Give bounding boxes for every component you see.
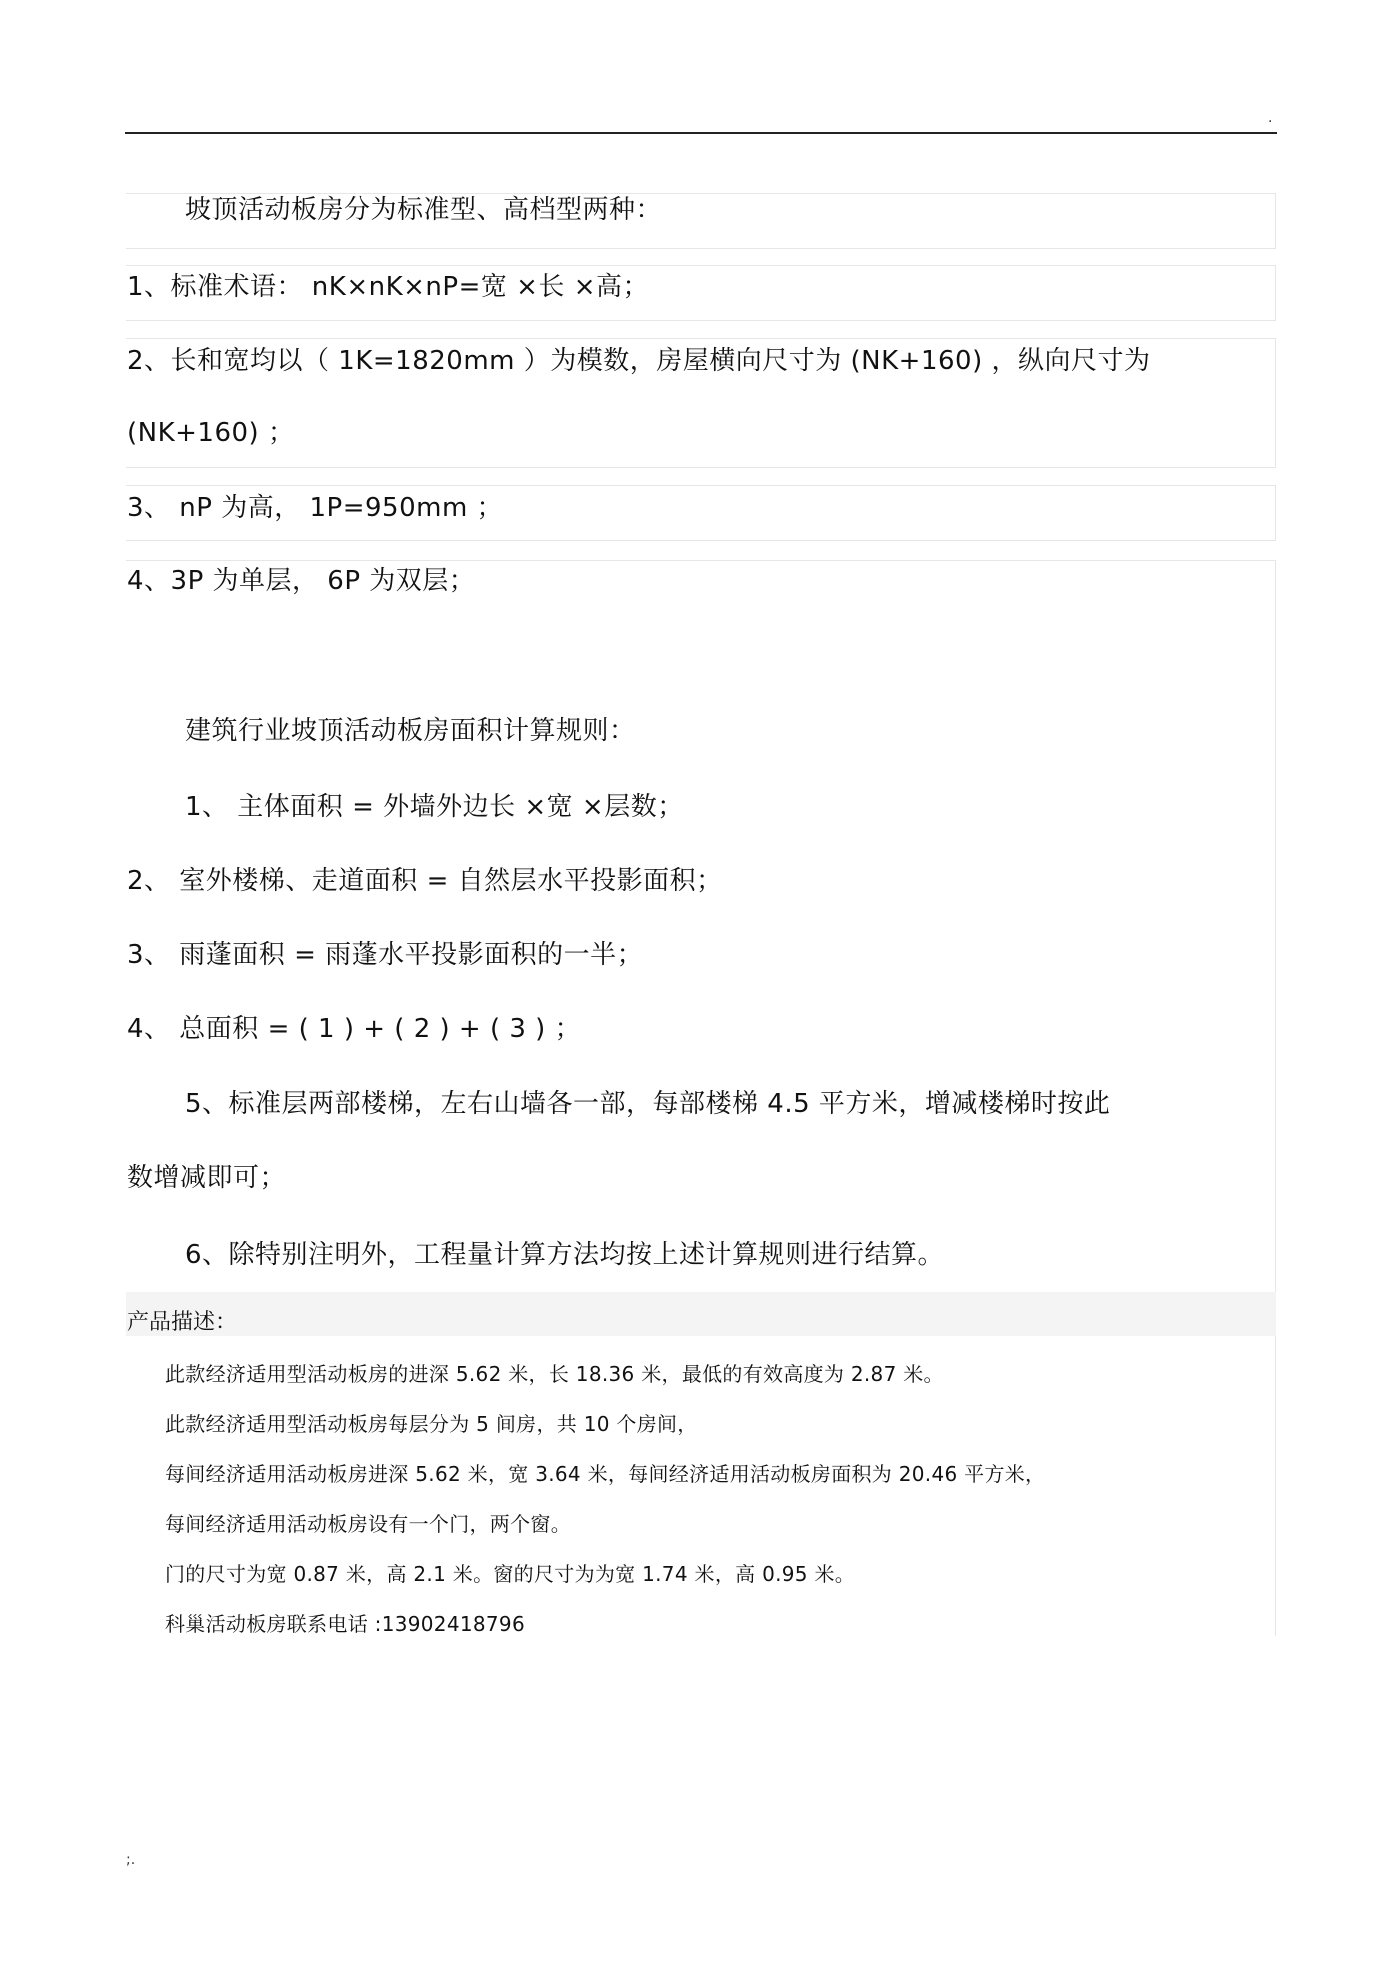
spec-item-1: 1、标准术语： nK×nK×nP=宽 ×长 ×高； xyxy=(127,272,649,302)
rule-item-5: 5、标准层两部楼梯，左右山墙各一部，每部楼梯 4.5 平方米，增减楼梯时按此 xyxy=(185,1089,1111,1119)
footer-mark: ;. xyxy=(126,1852,136,1868)
spec-item-3: 3、 nP 为高， 1P=950mm ； xyxy=(127,493,504,523)
rule-item-2: 2、 室外楼梯、走道面积 = 自然层水平投影面积； xyxy=(127,866,723,896)
description-title: 产品描述： xyxy=(127,1310,238,1335)
description-line-4: 每间经济适用活动板房设有一个门，两个窗。 xyxy=(165,1512,571,1536)
rule-item-3: 3、 雨蓬面积 = 雨蓬水平投影面积的一半； xyxy=(127,940,644,970)
rule-item-4: 4、 总面积 = ( 1 ) + ( 2 ) + ( 3 ) ； xyxy=(127,1014,582,1044)
rules-title: 建筑行业坡顶活动板房面积计算规则： xyxy=(185,716,636,746)
spec-intro: 坡顶活动板房分为标准型、高档型两种： xyxy=(185,195,663,225)
description-line-1: 此款经济适用型活动板房的进深 5.62 米，长 18.36 米，最低的有效高度为 2.87 米。 xyxy=(165,1362,944,1386)
description-line-3: 每间经济适用活动板房进深 5.62 米，宽 3.64 米，每间经济适用活动板房面积为 20.46 平方米， xyxy=(165,1462,1046,1486)
rule-item-5-continued: 数增减即可； xyxy=(127,1163,287,1193)
frame-rules-block xyxy=(126,560,1276,1295)
description-line-5: 门的尺寸为宽 0.87 米，高 2.1 米。窗的尺寸为为宽 1.74 米，高 0.95 米。 xyxy=(165,1562,856,1586)
spec-item-4: 4、3P 为单层， 6P 为双层； xyxy=(127,566,476,596)
rule-item-6: 6、除特别注明外，工程量计算方法均按上述计算规则进行结算。 xyxy=(185,1240,945,1270)
header-rule xyxy=(125,132,1277,134)
description-header-band xyxy=(126,1292,1276,1336)
corner-mark: . xyxy=(1268,110,1273,126)
description-line-2: 此款经济适用型活动板房每层分为 5 间房，共 10 个房间， xyxy=(165,1412,698,1436)
spec-item-2-continued: (NK+160) ； xyxy=(127,418,295,448)
rule-item-1: 1、 主体面积 = 外墙外边长 ×宽 ×层数； xyxy=(185,792,684,822)
description-line-6: 科巢活动板房联系电话 :13902418796 xyxy=(165,1612,525,1636)
spec-item-2: 2、长和宽均以（ 1K=1820mm ）为模数，房屋横向尺寸为 (NK+160) ，纵向尺寸为 xyxy=(127,346,1151,376)
